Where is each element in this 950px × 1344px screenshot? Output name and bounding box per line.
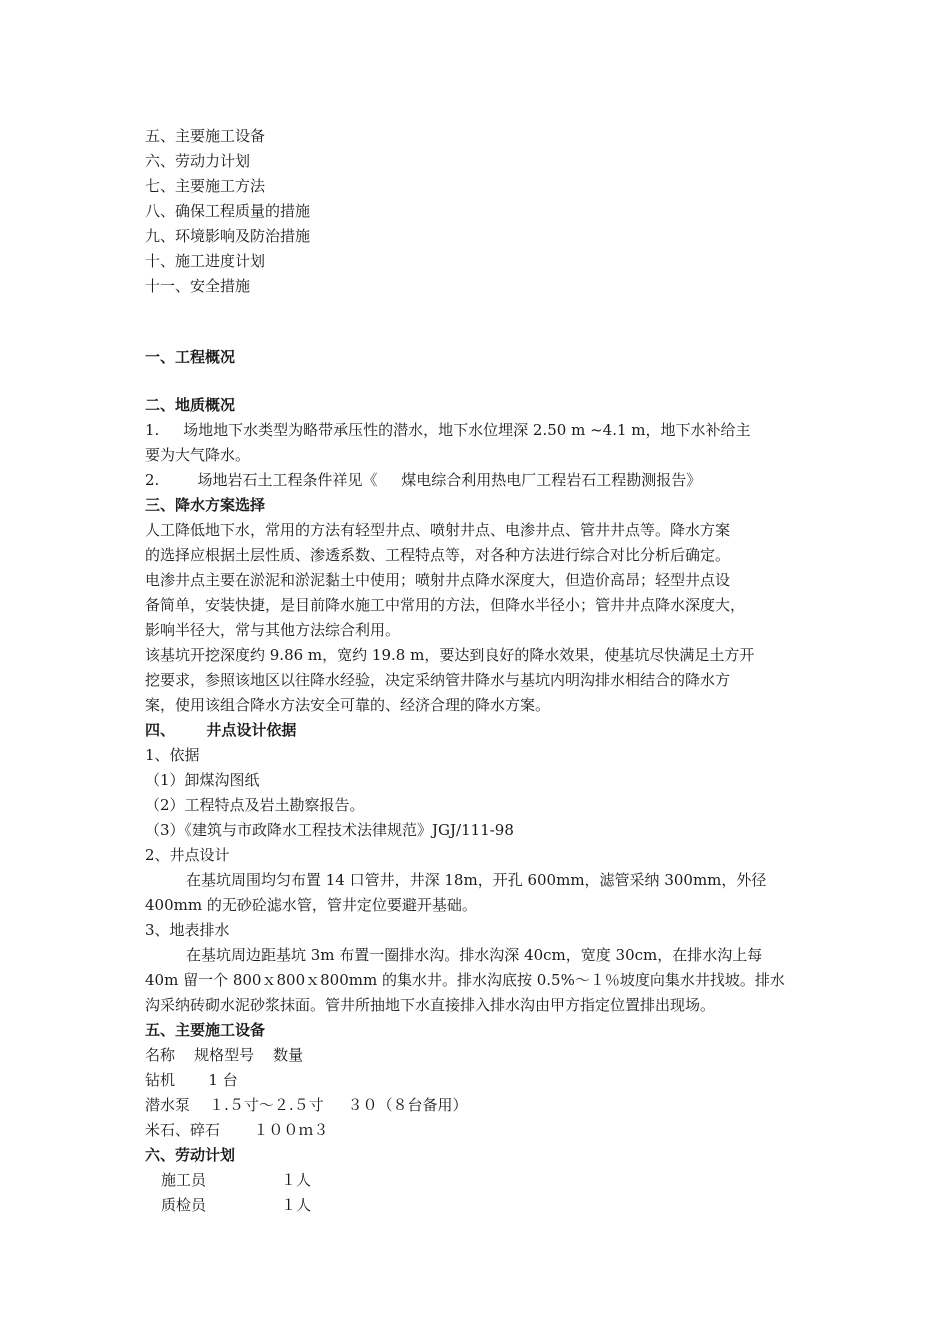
equipment-row: 潜水泵 １.５寸～２.５寸 ３０（８台备用）	[145, 1096, 468, 1114]
paragraph-line: 1. 场地地下水类型为略带承压性的潜水，地下水位埋深 2.50 m ~4.1 m，地下水补给主	[145, 421, 751, 439]
toc-item: 十、施工进度计划	[145, 252, 266, 270]
list-item: （1）卸煤沟图纸	[145, 771, 260, 789]
subsection-label: 1、依据	[145, 746, 200, 764]
paragraph-line: 400mm 的无砂砼滤水管，管井定位要避开基础。	[145, 896, 477, 914]
paragraph-line: 影响半径大，常与其他方法综合利用。	[145, 621, 401, 639]
labor-row	[145, 1193, 810, 1218]
paragraph-line: 电渗井点主要在淤泥和淤泥黏土中使用；喷射井点降水深度大，但造价高昂；轻型井点设	[145, 571, 731, 589]
section-heading-geology: 二、地质概况	[145, 396, 236, 414]
list-item: （2）工程特点及岩土勘察报告。	[145, 796, 365, 814]
paragraph-line: 沟采纳砖砌水泥砂浆抹面。管井所抽地下水直接排入排水沟由甲方指定位置排出现场。	[145, 996, 716, 1014]
list-item: （3）《建筑与市政降水工程技术法律规范》JGJ/111-98	[145, 821, 514, 839]
equipment-header: 名称 规格型号 数量	[145, 1046, 304, 1064]
paragraph-line: 挖要求，参照该地区以往降水经验，决定采纳管井降水与基坑内明沟排水相结合的降水方	[145, 671, 731, 689]
section-heading-labor-plan: 六、劳动计划	[145, 1146, 236, 1164]
paragraph-line: 该基坑开挖深度约 9.86 m，宽约 19.8 m，要达到良好的降水效果，使基坑尽快满足土方开	[145, 646, 755, 664]
paragraph-line: 备简单，安装快捷，是目前降水施工中常用的方法，但降水半径小；管井井点降水深度大，	[145, 596, 746, 614]
equipment-row: 米石、碎石 １００ｍ３	[145, 1121, 329, 1139]
toc-item: 六、劳动力计划	[145, 152, 251, 170]
paragraph-line: 2. 场地岩石土工程条件祥见《 煤电综合利用热电厂工程岩石工程勘测报告》	[145, 471, 702, 489]
labor-count: １人	[281, 1171, 312, 1189]
subsection-label: 3、地表排水	[145, 921, 230, 939]
paragraph-line: 40m 留一个 800ｘ800ｘ800mm 的集水井。排水沟底按 0.5%～１％坡度向集水井找坡。排水	[145, 971, 785, 989]
labor-role: 施工员	[161, 1171, 207, 1189]
table-of-contents	[145, 124, 810, 299]
paragraph-line: 要为大气降水。	[145, 446, 251, 464]
toc-item: 七、主要施工方法	[145, 177, 266, 195]
paragraph-line: 在基坑周边距基坑 3m 布置一圈排水沟。排水沟深 40cm，宽度 30cm，在排水沟上每	[186, 946, 763, 964]
toc-item: 五、主要施工设备	[145, 127, 266, 145]
section-heading-equipment: 五、主要施工设备	[145, 1021, 266, 1039]
toc-item: 八、确保工程质量的措施	[145, 202, 311, 220]
paragraph-line: 案，使用该组合降水方法安全可靠的、经济合理的降水方案。	[145, 696, 551, 714]
paragraph-line: 人工降低地下水，常用的方法有轻型井点、喷射井点、电渗井点、管井井点等。降水方案	[145, 521, 731, 539]
toc-item: 十一、安全措施	[145, 277, 251, 295]
equipment-row: 钻机 1 台	[145, 1071, 238, 1089]
toc-item: 九、环境影响及防治措施	[145, 227, 311, 245]
labor-role: 质检员	[161, 1196, 207, 1214]
paragraph-line: 的选择应根据土层性质、渗透系数、工程特点等，对各种方法进行综合对比分析后确定。	[145, 546, 731, 564]
labor-row	[145, 1168, 810, 1193]
section-heading-dewatering-plan: 三、降水方案选择	[145, 496, 266, 514]
paragraph-line: 在基坑周围均匀布置 14 口管井，井深 18m，开孔 600mm，滤管采纳 300mm，外径	[186, 871, 767, 889]
subsection-label: 2、井点设计	[145, 846, 230, 864]
section-heading-overview: 一、工程概况	[145, 348, 236, 366]
document-page	[145, 124, 810, 1218]
labor-count: １人	[281, 1196, 312, 1214]
section-heading-well-design: 四、 井点设计依据	[145, 721, 297, 739]
